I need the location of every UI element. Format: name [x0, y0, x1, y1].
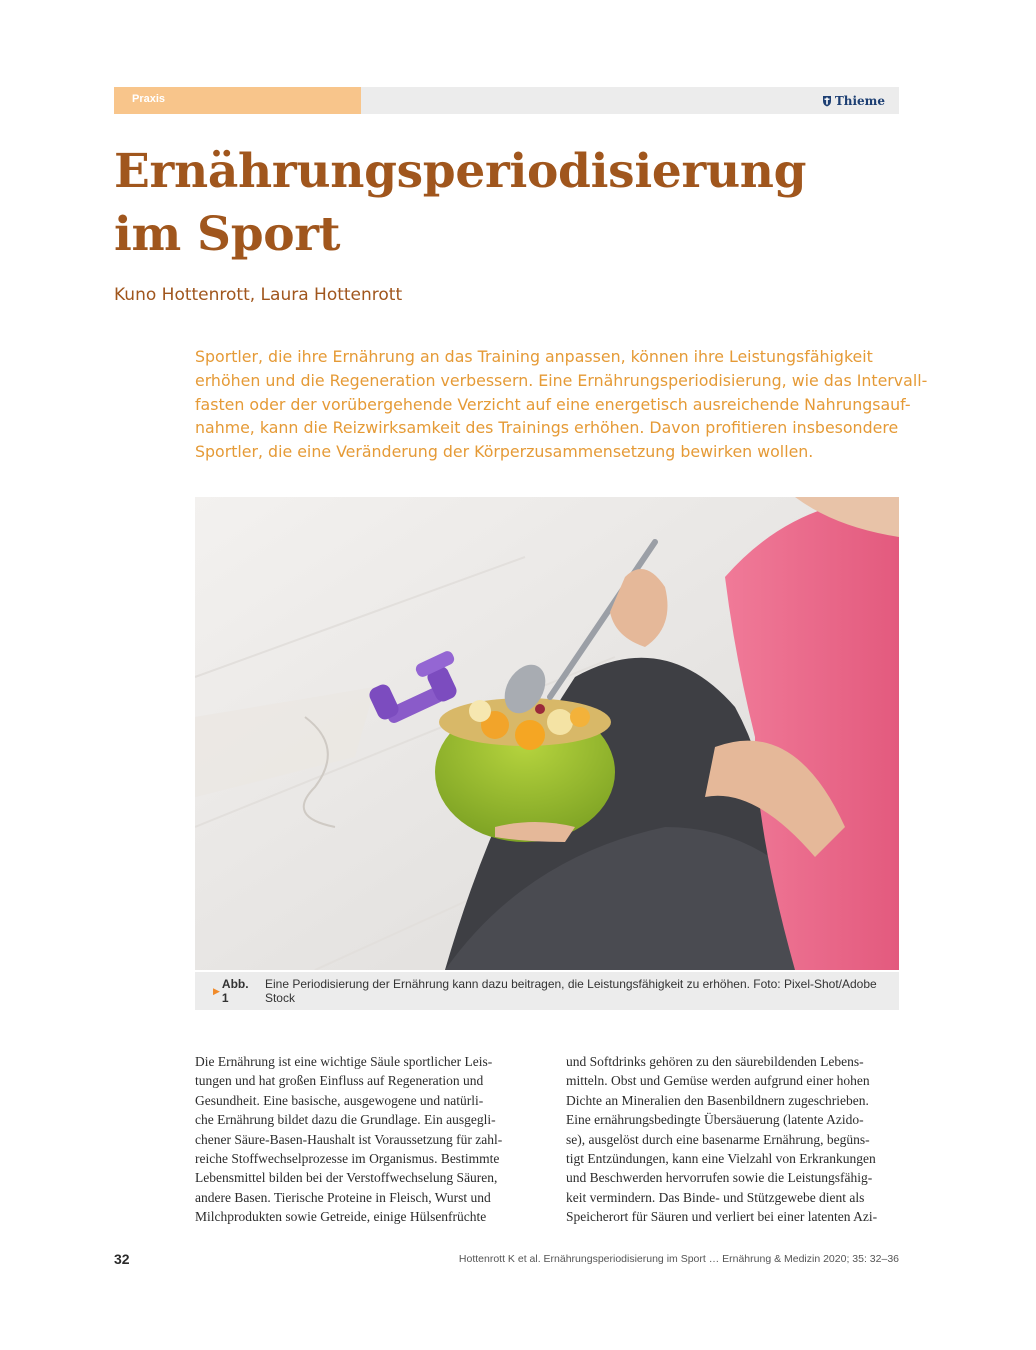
article-abstract — [195, 345, 928, 464]
abstract-line: fasten oder der vorübergehende Verzicht auf eine energetisch ausreichende Nahrungsauf- — [195, 394, 911, 414]
publisher-name: Thieme — [834, 93, 885, 108]
body-line: und Softdrinks gehören zu den säurebildenden Lebens- — [566, 1054, 864, 1069]
section-label: Praxis — [114, 87, 361, 114]
page-number: 32 — [114, 1251, 130, 1267]
body-line: Lebensmittel bilden bei der Verstoffwechselung Säuren, — [195, 1170, 498, 1186]
abstract-line: erhöhen und die Regeneration verbessern. Eine Ernährungsperiodisierung, wie das Intervall- — [195, 370, 928, 390]
body-column-left — [195, 1052, 529, 1227]
abstract-line: nahme, kann die Reizwirksamkeit des Trainings erhöhen. Davon profitieren insbesondere — [195, 418, 899, 438]
figure-label: Abb. 1 — [221, 977, 249, 1005]
abstract-line: Sportler, die ihre Ernährung an das Training anpassen, können ihre Leistungsfähigkeit — [195, 347, 873, 366]
title-line: Ernährungsperiodisierung — [114, 144, 807, 199]
title-line: im Sport — [114, 207, 341, 262]
publisher-logo[interactable] — [822, 87, 885, 114]
body-line: Speicherort für Säuren und verliert bei einer latenten Azi- — [566, 1209, 878, 1225]
body-column-right — [566, 1052, 900, 1227]
article-authors: Kuno Hottenrott, Laura Hottenrott — [114, 285, 403, 305]
body-line: se), ausgelöst durch eine basenarme Ernährung, begüns- — [566, 1131, 870, 1147]
photo-illustration — [195, 497, 899, 970]
body-line: keit vermindern. Das Binde- und Stützgewebe dient als — [566, 1189, 865, 1205]
caption-marker-icon: ▶ — [213, 985, 220, 996]
body-line: Eine ernährungsbedingte Übersäuerung (latente Azido- — [566, 1112, 864, 1128]
body-line: mitteln. Obst und Gemüse werden aufgrund einer hohen — [566, 1073, 870, 1089]
abstract-line: Sportler, die eine Veränderung der Körperzusammensetzung bewirken wollen. — [195, 442, 814, 462]
body-line: reiche Stoffwechselprozesse im Organismus. Bestimmte — [195, 1151, 500, 1167]
header-bar — [114, 87, 899, 114]
body-line: Milchprodukten sowie Getreide, einige Hülsenfrüchte — [195, 1209, 487, 1225]
body-line: Dichte an Mineralien den Basenbildnern zugeschrieben. — [566, 1092, 869, 1108]
body-line: andere Basen. Tierische Proteine in Fleisch, Wurst und — [195, 1189, 491, 1205]
figure-photo — [195, 497, 899, 970]
caption-text: Eine Periodisierung der Ernährung kann dazu beitragen, die Leistungsfähigkeit zu erhöhen. Foto: Pixel-Shot/Adobe Stock — [264, 977, 877, 1005]
thieme-logo-icon — [822, 95, 832, 107]
body-line: und Beschwerden hervorrufen sowie die Leistungsfähig- — [566, 1170, 873, 1186]
body-line: che Ernährung bildet dazu die Grundlage. Ein ausgegli- — [195, 1112, 496, 1128]
article-title — [114, 140, 894, 266]
body-line: Gesundheit. Eine basische, ausgewogene und natürli- — [195, 1092, 484, 1108]
body-line: chener Säure-Basen-Haushalt ist Voraussetzung für zahl- — [195, 1131, 503, 1147]
body-line: tungen und hat großen Einfluss auf Regeneration und — [195, 1073, 484, 1089]
figure-caption — [195, 972, 899, 1010]
citation: Hottenrott K et al. Ernährungsperiodisierung im Sport … Ernährung & Medizin 2020; 35: 32–36 — [458, 1253, 899, 1265]
body-line: tigt Entzündungen, kann eine Vielzahl von Erkrankungen — [566, 1151, 876, 1167]
body-line: Die Ernährung ist eine wichtige Säule sportlicher Leis- — [195, 1054, 493, 1069]
